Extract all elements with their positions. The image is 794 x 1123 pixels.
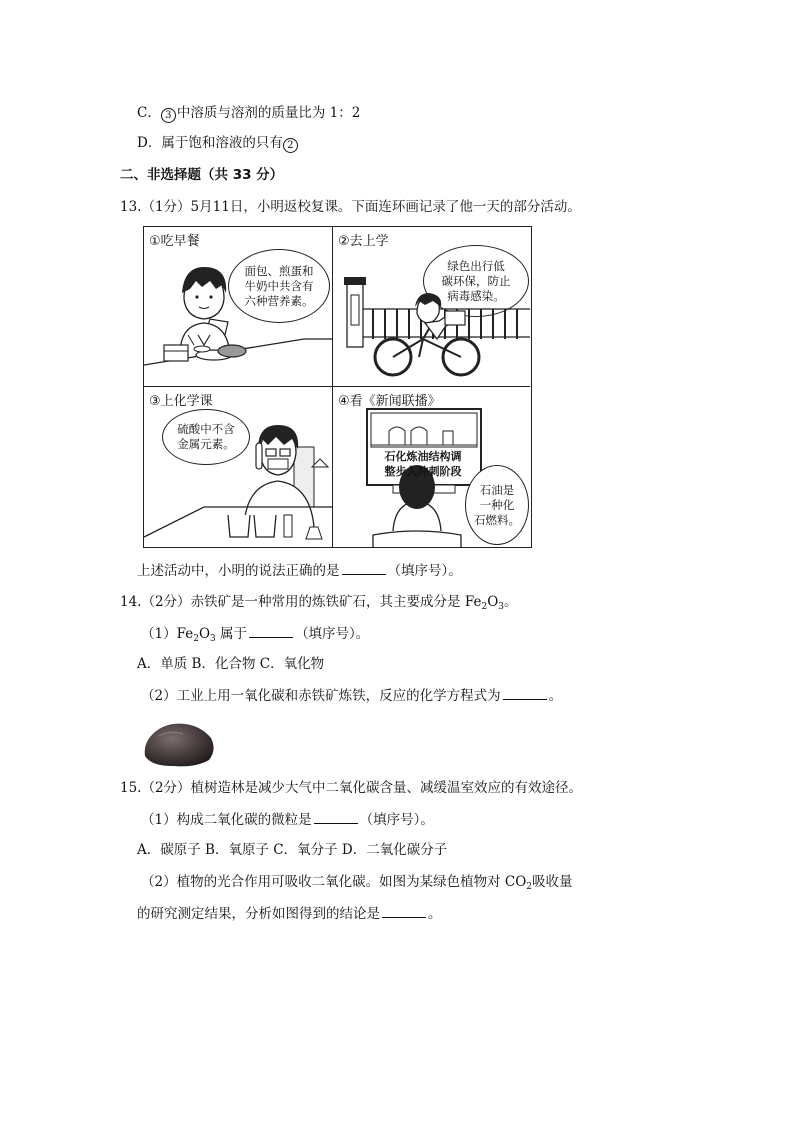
circled-number: 3 bbox=[161, 108, 176, 123]
tv-caption: 石化炼油结构调 整步入冲刺阶段 bbox=[384, 450, 462, 478]
q15-part1: （1）构成二氧化碳的微粒是 （填序号）。 bbox=[141, 812, 434, 828]
q13-answer-prompt: 上述活动中，小明的说法正确的是 （填序号）。 bbox=[137, 563, 462, 579]
section-title: 二、非选择题（共 33 分） bbox=[120, 167, 284, 183]
boy-eating-illustration bbox=[144, 227, 333, 387]
q12-option-d: D．属于饱和溶液的只有 2 bbox=[137, 134, 299, 153]
comic-panel-school bbox=[333, 227, 530, 387]
q15-part2-line2: 的研究测定结果，分析如图得到的结论是 。 bbox=[137, 906, 442, 922]
q15-stem: 15.（2分）植树造林是减少大气中二氧化碳含量、减缓温室效应的有效途径。 bbox=[120, 780, 583, 796]
q15-part2-line1: （2）植物的光合作用可吸收二氧化碳。如图为某绿色植物对 $CO_2$吸收量 bbox=[141, 874, 573, 892]
comic-panel-breakfast bbox=[144, 227, 333, 387]
speech-bubble: 石油是 一种化 石燃料。 bbox=[465, 465, 529, 545]
answer-blank[interactable] bbox=[314, 810, 358, 824]
q14-part2: （2）工业上用一氧化碳和赤铁矿炼铁，反应的化学方程式为 。 bbox=[141, 688, 563, 704]
q12-option-c: C． 3 中溶质与溶剂的质量比为 1：2 bbox=[137, 105, 361, 121]
speech-bubble: 面包、煎蛋和 牛奶中共含有 六种营养素。 bbox=[228, 249, 330, 323]
q14-part1: $(1)Fe_2O_3$ 属于 （填序号）。 bbox=[141, 626, 370, 644]
answer-blank[interactable] bbox=[249, 624, 293, 638]
panel-title: ③上化学课 bbox=[149, 394, 213, 409]
speech-bubble: 硫酸中不含 金属元素。 bbox=[162, 409, 250, 465]
boy-cycling-illustration bbox=[333, 227, 530, 387]
q15-part1-options: A．碳原子 B．氧原子 C．氧分子 D．二氧化碳分子 bbox=[137, 842, 448, 858]
answer-blank[interactable] bbox=[342, 561, 386, 575]
answer-blank[interactable] bbox=[503, 686, 547, 700]
q14-stem: 14.（2分）赤铁矿是一种常用的炼铁矿石，其主要成分是 $Fe_2O_3$。 bbox=[120, 594, 518, 612]
comic-panel-chemistry-class bbox=[144, 387, 333, 547]
panel-title: ④看《新闻联播》 bbox=[338, 394, 441, 409]
panel-title: ②去上学 bbox=[338, 234, 389, 249]
hematite-ore-photo bbox=[141, 716, 217, 768]
comic-strip bbox=[143, 226, 532, 548]
comic-panel-news bbox=[333, 387, 530, 547]
student-lab-illustration bbox=[144, 387, 333, 547]
circled-number: 2 bbox=[283, 138, 298, 153]
q13-stem: 13.（1分）5月11日，小明返校复课。下面连环画记录了他一天的部分活动。 bbox=[120, 199, 581, 215]
answer-blank[interactable] bbox=[382, 904, 426, 918]
panel-title: ①吃早餐 bbox=[149, 234, 200, 249]
q14-part1-options: A．单质 B．化合物 C．氧化物 bbox=[137, 656, 325, 672]
speech-bubble: 绿色出行低 碳环保，防止 病毒感染。 bbox=[423, 245, 529, 317]
